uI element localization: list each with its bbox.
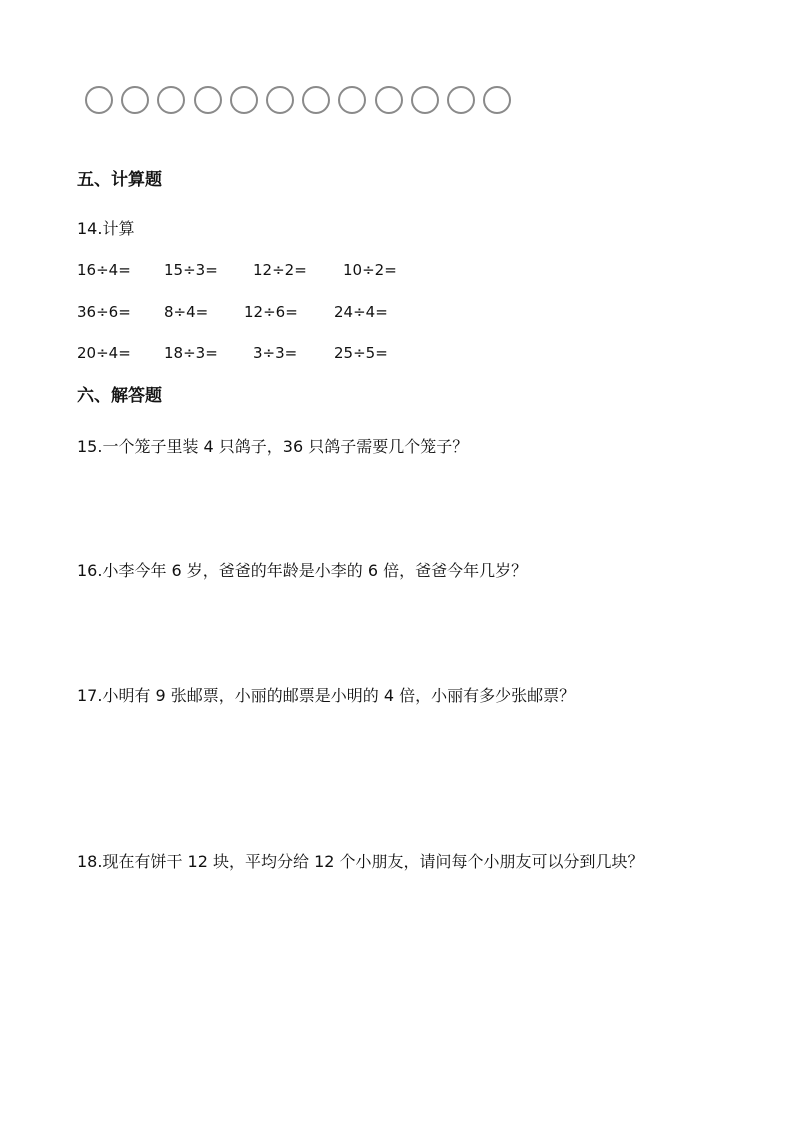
answer-circle bbox=[375, 86, 403, 114]
calc-item: 16÷4= bbox=[77, 261, 131, 279]
calc-row-1 bbox=[77, 260, 437, 280]
calc-item: 20÷4= bbox=[77, 344, 131, 362]
calc-item: 8÷4= bbox=[164, 303, 209, 321]
question-16: 16.小李今年 6 岁，爸爸的年龄是小李的 6 倍，爸爸今年几岁？ bbox=[77, 561, 528, 580]
answer-circle bbox=[483, 86, 511, 114]
question-15: 15.一个笼子里装 4 只鸽子，36 只鸽子需要几个笼子？ bbox=[77, 437, 469, 456]
calc-item: 3÷3= bbox=[253, 344, 298, 362]
answer-circle bbox=[266, 86, 294, 114]
answer-circle bbox=[338, 86, 366, 114]
calc-item: 12÷6= bbox=[244, 303, 298, 321]
answer-circle bbox=[157, 86, 185, 114]
answer-circle bbox=[230, 86, 258, 114]
calc-item: 25÷5= bbox=[334, 344, 388, 362]
answer-circle bbox=[85, 86, 113, 114]
answer-circle bbox=[411, 86, 439, 114]
section-six-title: 六、解答题 bbox=[77, 386, 162, 406]
answer-circle bbox=[121, 86, 149, 114]
calc-row-2 bbox=[77, 302, 437, 322]
question-17: 17.小明有 9 张邮票，小丽的邮票是小明的 4 倍，小丽有多少张邮票？ bbox=[77, 686, 576, 705]
calc-item: 24÷4= bbox=[334, 303, 388, 321]
calc-item: 15÷3= bbox=[164, 261, 218, 279]
calc-row-3 bbox=[77, 343, 437, 363]
answer-circles bbox=[85, 86, 511, 114]
answer-circle bbox=[447, 86, 475, 114]
question-18: 18.现在有饼干 12 块，平均分给 12 个小朋友，请问每个小朋友可以分到几块？ bbox=[77, 852, 644, 871]
calc-item: 18÷3= bbox=[164, 344, 218, 362]
answer-circle bbox=[302, 86, 330, 114]
calc-item: 10÷2= bbox=[343, 261, 397, 279]
question-14-label: 14.计算 bbox=[77, 219, 135, 238]
answer-circle bbox=[194, 86, 222, 114]
section-five-title: 五、计算题 bbox=[77, 170, 162, 190]
calc-item: 12÷2= bbox=[253, 261, 307, 279]
calc-item: 36÷6= bbox=[77, 303, 131, 321]
